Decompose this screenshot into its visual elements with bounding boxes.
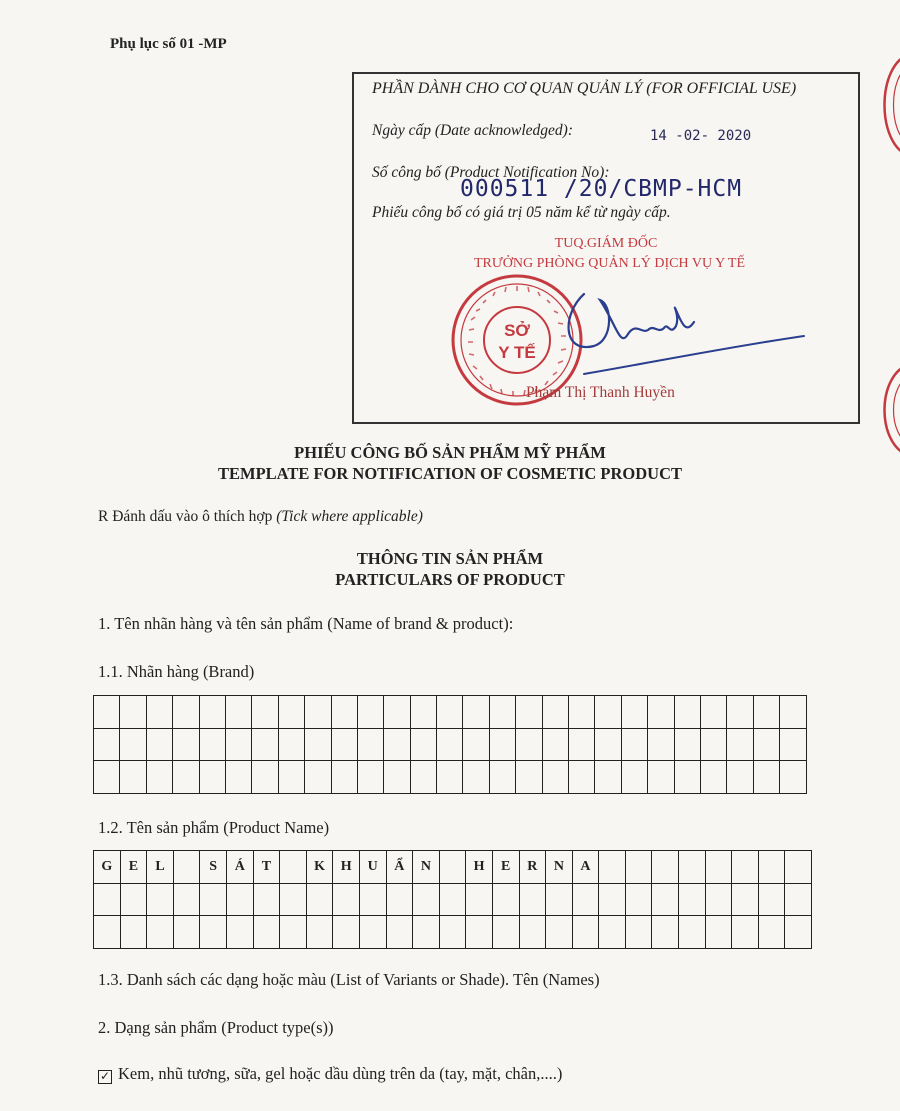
grid-cell[interactable] xyxy=(700,761,726,794)
grid-cell[interactable] xyxy=(652,916,679,949)
seal-center-line-1: SỞ xyxy=(504,321,530,340)
grid-row xyxy=(94,696,807,729)
grid-cell[interactable] xyxy=(331,761,357,794)
grid-cell[interactable] xyxy=(384,761,410,794)
grid-cell[interactable] xyxy=(753,728,779,761)
grid-cell[interactable] xyxy=(463,761,489,794)
partial-stamp-icon xyxy=(872,50,900,160)
grid-cell[interactable] xyxy=(700,728,726,761)
grid-cell[interactable] xyxy=(753,761,779,794)
checkbox-icon[interactable]: ✓ xyxy=(99,1069,111,1083)
grid-cell[interactable] xyxy=(732,851,759,884)
grid-cell[interactable] xyxy=(463,696,489,729)
section-title xyxy=(0,548,900,590)
grid-cell[interactable] xyxy=(625,883,652,916)
grid-cell[interactable] xyxy=(679,916,706,949)
seal-center-line-2: Y TẾ xyxy=(498,343,536,362)
grid-cell[interactable] xyxy=(280,916,307,949)
grid-row xyxy=(94,851,812,884)
grid-cell[interactable] xyxy=(679,851,706,884)
grid-cell[interactable] xyxy=(437,696,463,729)
grid-cell[interactable] xyxy=(413,883,440,916)
grid-cell[interactable] xyxy=(785,916,812,949)
grid-cell[interactable] xyxy=(331,696,357,729)
brand-grid[interactable] xyxy=(93,695,807,794)
grid-cell[interactable] xyxy=(705,851,732,884)
grid-cell[interactable] xyxy=(546,916,573,949)
notification-no-value: 000511 /20/CBMP-HCM xyxy=(460,176,743,202)
grid-cell[interactable] xyxy=(439,883,466,916)
grid-cell[interactable] xyxy=(466,916,493,949)
grid-cell[interactable] xyxy=(225,728,251,761)
grid-cell[interactable] xyxy=(648,761,674,794)
grid-cell[interactable]: E xyxy=(492,851,519,884)
grid-cell[interactable]: H xyxy=(466,851,493,884)
date-acknowledged-value: 14 -02- 2020 xyxy=(650,128,752,144)
grid-cell[interactable] xyxy=(306,916,333,949)
grid-cell[interactable]: G xyxy=(94,851,121,884)
grid-cell[interactable] xyxy=(94,883,121,916)
grid-cell[interactable] xyxy=(146,728,172,761)
grid-cell[interactable] xyxy=(225,696,251,729)
grid-cell[interactable] xyxy=(621,761,647,794)
grid-row xyxy=(94,728,807,761)
grid-cell[interactable] xyxy=(595,761,621,794)
grid-cell[interactable] xyxy=(305,761,331,794)
grid-cell[interactable] xyxy=(489,696,515,729)
grid-cell[interactable] xyxy=(569,696,595,729)
notification-no-label: Số công bố (Product Notification No): xyxy=(372,164,610,181)
grid-cell[interactable] xyxy=(386,916,413,949)
grid-cell[interactable] xyxy=(357,696,383,729)
grid-cell[interactable] xyxy=(700,696,726,729)
product-type-option-1[interactable] xyxy=(98,1064,562,1084)
item-2-label: 2. Dạng sản phẩm (Product type(s)) xyxy=(98,1018,334,1037)
appendix-label: Phụ lục số 01 -MP xyxy=(110,36,227,52)
date-acknowledged-label: Ngày cấp (Date acknowledged): xyxy=(372,122,574,139)
grid-cell[interactable] xyxy=(225,761,251,794)
grid-cell[interactable] xyxy=(648,728,674,761)
grid-cell[interactable] xyxy=(386,883,413,916)
grid-cell[interactable] xyxy=(625,916,652,949)
grid-cell[interactable] xyxy=(199,728,225,761)
grid-cell[interactable] xyxy=(146,696,172,729)
section-title-vi: THÔNG TIN SẢN PHẨM xyxy=(356,549,544,568)
grid-row xyxy=(94,916,812,949)
grid-cell[interactable] xyxy=(280,883,307,916)
grid-cell[interactable] xyxy=(546,883,573,916)
grid-cell[interactable] xyxy=(357,761,383,794)
grid-cell[interactable] xyxy=(463,728,489,761)
product-name-grid[interactable] xyxy=(93,850,812,949)
grid-cell[interactable] xyxy=(785,851,812,884)
grid-cell[interactable] xyxy=(780,761,806,794)
grid-cell[interactable] xyxy=(200,916,227,949)
grid-cell[interactable] xyxy=(226,916,253,949)
grid-cell[interactable] xyxy=(306,883,333,916)
grid-cell[interactable] xyxy=(572,883,599,916)
grid-cell[interactable] xyxy=(94,696,120,729)
grid-cell[interactable] xyxy=(599,851,626,884)
grid-cell[interactable]: L xyxy=(147,851,174,884)
grid-cell[interactable] xyxy=(599,883,626,916)
grid-cell[interactable] xyxy=(199,696,225,729)
grid-cell[interactable] xyxy=(621,696,647,729)
grid-cell[interactable] xyxy=(147,916,174,949)
grid-cell[interactable]: S xyxy=(200,851,227,884)
grid-cell[interactable] xyxy=(621,728,647,761)
grid-cell[interactable] xyxy=(599,916,626,949)
tick-note-prefix: R Đánh dấu vào ô thích hợp xyxy=(98,508,273,525)
official-use-box xyxy=(352,72,860,424)
grid-cell[interactable] xyxy=(252,728,278,761)
grid-cell[interactable] xyxy=(437,728,463,761)
grid-cell[interactable] xyxy=(732,883,759,916)
grid-cell[interactable] xyxy=(94,728,120,761)
product-type-option-1-label: Kem, nhũ tương, sữa, gel hoặc dầu dùng trên da (tay, mặt, chân,....) xyxy=(118,1064,563,1083)
grid-cell[interactable]: Á xyxy=(226,851,253,884)
grid-cell[interactable]: N xyxy=(413,851,440,884)
grid-cell[interactable] xyxy=(384,696,410,729)
grid-cell[interactable]: Ẩ xyxy=(386,851,413,884)
grid-cell[interactable] xyxy=(732,916,759,949)
grid-cell[interactable]: A xyxy=(572,851,599,884)
grid-cell[interactable] xyxy=(333,883,360,916)
sign-title-1: TUQ.GIÁM ĐỐC xyxy=(554,236,658,251)
grid-cell[interactable] xyxy=(278,696,304,729)
grid-cell[interactable] xyxy=(252,761,278,794)
grid-cell[interactable] xyxy=(595,696,621,729)
grid-cell[interactable] xyxy=(727,696,753,729)
grid-cell[interactable] xyxy=(173,761,199,794)
grid-cell[interactable] xyxy=(173,728,199,761)
validity-note: Phiếu công bố có giá trị 05 năm kể từ ngày cấp. xyxy=(372,204,671,221)
form-title-en: TEMPLATE FOR NOTIFICATION OF COSMETIC PRODUCT xyxy=(217,464,682,483)
tick-note xyxy=(98,508,423,526)
grid-cell[interactable] xyxy=(652,883,679,916)
grid-cell[interactable] xyxy=(94,761,120,794)
grid-cell[interactable] xyxy=(278,761,304,794)
grid-cell[interactable] xyxy=(674,696,700,729)
form-title-vi: PHIẾU CÔNG BỐ SẢN PHẨM MỸ PHẨM xyxy=(294,443,606,462)
grid-cell[interactable] xyxy=(542,761,568,794)
tick-note-en: (Tick where applicable) xyxy=(276,508,423,525)
grid-cell[interactable] xyxy=(758,883,785,916)
grid-cell[interactable] xyxy=(516,728,542,761)
grid-cell[interactable] xyxy=(785,883,812,916)
grid-cell[interactable] xyxy=(120,883,147,916)
grid-row xyxy=(94,883,812,916)
grid-cell[interactable]: N xyxy=(546,851,573,884)
grid-cell[interactable] xyxy=(333,916,360,949)
grid-cell[interactable]: T xyxy=(253,851,280,884)
grid-cell[interactable]: U xyxy=(359,851,386,884)
grid-cell[interactable] xyxy=(252,696,278,729)
sign-title-2: TRƯỞNG PHÒNG QUẢN LÝ DỊCH VỤ Y TẾ xyxy=(474,256,746,271)
item-1-1-label: 1.1. Nhãn hàng (Brand) xyxy=(98,662,255,681)
grid-cell[interactable] xyxy=(331,728,357,761)
grid-cell[interactable] xyxy=(758,916,785,949)
grid-cell[interactable] xyxy=(753,696,779,729)
grid-cell[interactable]: K xyxy=(306,851,333,884)
grid-cell[interactable]: H xyxy=(333,851,360,884)
grid-cell[interactable] xyxy=(542,728,568,761)
grid-cell[interactable] xyxy=(226,883,253,916)
grid-cell[interactable] xyxy=(780,696,806,729)
grid-cell[interactable] xyxy=(200,883,227,916)
grid-cell[interactable] xyxy=(146,761,172,794)
item-1-2-label: 1.2. Tên sản phẩm (Product Name) xyxy=(98,818,330,837)
grid-cell[interactable] xyxy=(595,728,621,761)
grid-cell[interactable] xyxy=(384,728,410,761)
form-title xyxy=(0,442,900,484)
grid-cell[interactable] xyxy=(652,851,679,884)
grid-cell[interactable] xyxy=(278,728,304,761)
grid-cell[interactable] xyxy=(466,883,493,916)
item-1-3-label: 1.3. Danh sách các dạng hoặc màu (List of Variants or Shade). Tên (Names) xyxy=(98,970,600,989)
grid-cell[interactable] xyxy=(359,883,386,916)
grid-cell[interactable] xyxy=(147,883,174,916)
grid-cell[interactable] xyxy=(410,696,436,729)
signer-name: Phạm Thị Thanh Huyền xyxy=(526,384,675,401)
grid-cell[interactable] xyxy=(253,916,280,949)
grid-cell[interactable] xyxy=(758,851,785,884)
grid-cell[interactable] xyxy=(439,851,466,884)
grid-cell[interactable] xyxy=(674,761,700,794)
grid-cell[interactable]: R xyxy=(519,851,546,884)
grid-cell[interactable] xyxy=(674,728,700,761)
grid-cell[interactable] xyxy=(413,916,440,949)
grid-cell[interactable] xyxy=(173,851,200,884)
grid-cell[interactable] xyxy=(492,883,519,916)
grid-cell[interactable] xyxy=(120,761,146,794)
grid-cell[interactable] xyxy=(705,883,732,916)
official-use-title: PHẦN DÀNH CHO CƠ QUAN QUẢN LÝ (FOR OFFICIAL USE) xyxy=(372,80,797,97)
grid-cell[interactable] xyxy=(492,916,519,949)
grid-cell[interactable] xyxy=(280,851,307,884)
grid-cell[interactable] xyxy=(357,728,383,761)
grid-cell[interactable] xyxy=(519,883,546,916)
grid-cell[interactable] xyxy=(489,728,515,761)
grid-cell[interactable] xyxy=(410,761,436,794)
grid-cell[interactable] xyxy=(437,761,463,794)
grid-cell[interactable] xyxy=(648,696,674,729)
grid-cell[interactable] xyxy=(359,916,386,949)
grid-cell[interactable] xyxy=(625,851,652,884)
grid-cell[interactable] xyxy=(173,696,199,729)
grid-cell[interactable] xyxy=(679,883,706,916)
grid-cell[interactable] xyxy=(572,916,599,949)
grid-cell[interactable] xyxy=(199,761,225,794)
grid-cell[interactable]: E xyxy=(120,851,147,884)
grid-row xyxy=(94,761,807,794)
grid-cell[interactable] xyxy=(120,916,147,949)
grid-cell[interactable] xyxy=(516,761,542,794)
grid-cell[interactable] xyxy=(94,916,121,949)
grid-cell[interactable] xyxy=(569,761,595,794)
grid-cell[interactable] xyxy=(120,728,146,761)
grid-cell[interactable] xyxy=(727,761,753,794)
grid-cell[interactable] xyxy=(173,883,200,916)
grid-cell[interactable] xyxy=(542,696,568,729)
grid-cell[interactable] xyxy=(305,696,331,729)
grid-cell[interactable] xyxy=(439,916,466,949)
grid-cell[interactable] xyxy=(780,728,806,761)
grid-cell[interactable] xyxy=(489,761,515,794)
grid-cell[interactable] xyxy=(727,728,753,761)
item-1-label: 1. Tên nhãn hàng và tên sản phẩm (Name of brand & product): xyxy=(98,614,514,633)
grid-cell[interactable] xyxy=(516,696,542,729)
grid-cell[interactable] xyxy=(519,916,546,949)
grid-cell[interactable] xyxy=(305,728,331,761)
grid-cell[interactable] xyxy=(253,883,280,916)
grid-cell[interactable] xyxy=(569,728,595,761)
grid-cell[interactable] xyxy=(173,916,200,949)
section-title-en: PARTICULARS OF PRODUCT xyxy=(335,570,565,589)
grid-cell[interactable] xyxy=(410,728,436,761)
signature-icon xyxy=(554,274,814,394)
grid-cell[interactable] xyxy=(705,916,732,949)
grid-cell[interactable] xyxy=(120,696,146,729)
